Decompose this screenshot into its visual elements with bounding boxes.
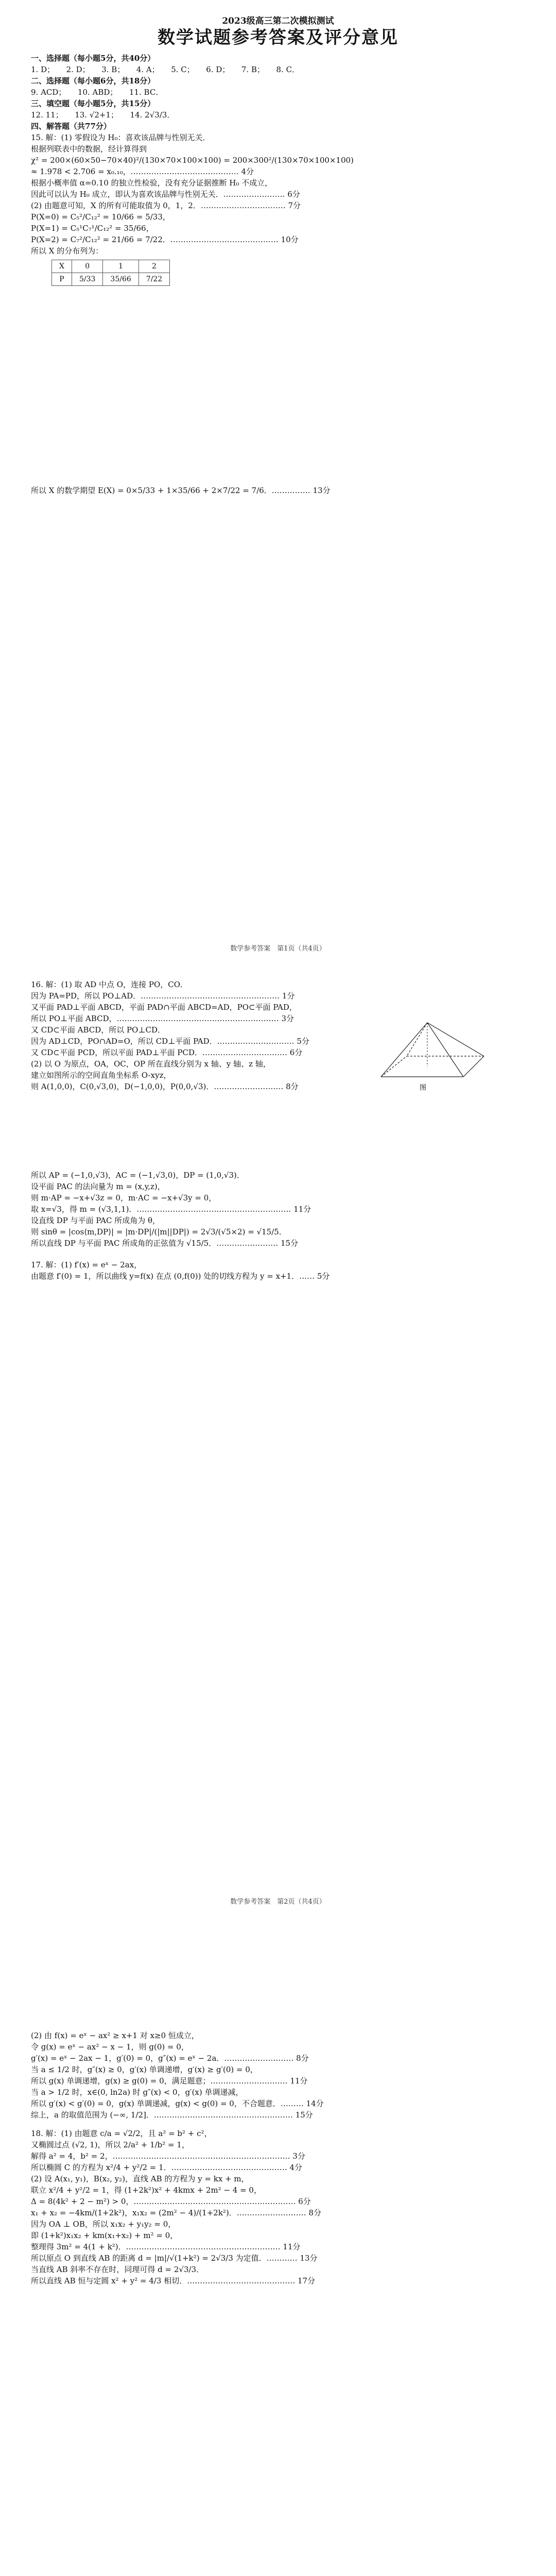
p2-line-10: 所以 AP = (−1,0,√3)，AC = (−1,√3,0)，DP = (1,0,√3)．	[31, 1171, 245, 1180]
p2-line-14: 设直线 DP 与平面 PAC 所成角为 θ，	[31, 1216, 161, 1225]
page-3	[31, 1937, 525, 2286]
p3-line-13: 联立 x²/4 + y²/2 = 1，得 (1+2k²)x² + 4kmx + 2m² − 4 = 0，	[31, 2185, 262, 2195]
p1-line-13: (2) 由题意可知，X 的所有可能取值为 0，1，2．…………………………… 7分	[31, 201, 301, 210]
p1-line-12: 因此可以认为 H₀ 成立，即认为喜欢该品牌与性别无关．…………………… 6分	[31, 190, 300, 199]
table-cell: 35/66	[103, 273, 138, 286]
p1-line-7: 15. 解：(1) 零假设为 H₀：喜欢该品牌与性别无关．	[31, 133, 211, 142]
p2-line-2: 又平面 PAD⊥平面 ABCD，平面 PAD∩平面 ABCD=AD，PO⊂平面 PAD，	[31, 1003, 297, 1012]
p2-line-8: 建立如图所示的空间直角坐标系 O-xyz，	[31, 1071, 171, 1080]
table-head-cell: 0	[72, 260, 102, 273]
p1-line-15: P(X=1) = C₅¹C₇¹/C₁₂² = 35/66，	[31, 224, 154, 233]
p2-line-1: 因为 PA=PD，所以 PO⊥AD．……………………………………………… 1分	[31, 991, 295, 1001]
p3-line-9: 又椭圆过点 (√2, 1)，所以 2/a² + 1/b² = 1，	[31, 2140, 189, 2149]
p3-line-8: 18. 解：(1) 由题意 c/a = √2/2，且 a² = b² + c²，	[31, 2129, 212, 2138]
p3-line-19: 所以原点 O 到直线 AB 的距离 d = |m|/√(1+k²) = 2√3/3 为定值．………… 13分	[31, 2253, 318, 2263]
p1-line-18: 所以 X 的数学期望 E(X) = 0×5/33 + 1×35/66 + 2×7/22 = 7/6．…………… 13分	[31, 486, 331, 495]
p2-line-15: 则 sinθ = |cos⟨m,DP⟩| = |m·DP|/(|m||DP|) = 2√3/(√5×2) = √15/5．	[31, 1227, 287, 1236]
p2-line-16: 所以直线 DP 与平面 PAC 所成角的正弦值为 √15/5．…………………… 15分	[31, 1239, 299, 1248]
p3-line-21: 所以直线 AB 恒与定圆 x² + y² = 4/3 相切．…………………………………… 17分	[31, 2276, 316, 2285]
p1-line-1: 1. D； 2. D； 3. B； 4. A； 5. C； 6. D； 7. B； 8. C．	[31, 65, 300, 74]
p1-line-16: P(X=2) = C₇²/C₁₂² = 21/66 = 7/22．…………………………………… 10分	[31, 235, 299, 244]
page-1	[31, 15, 525, 496]
p2-line-6: 又 CD⊂平面 PCD，所以平面 PAD⊥平面 PCD．…………………………… 6分	[31, 1048, 303, 1057]
p1-line-10: ≈ 1.978 < 2.706 = x₀.₁₀，…………………………………… 4分	[31, 167, 254, 176]
page-1-footer: 数学参考答案 第1页（共4页）	[230, 945, 326, 953]
p1-line-11: 根据小概率值 α=0.10 的独立性检验，没有充分证据推断 H₀ 不成立，	[31, 178, 273, 188]
p1-line-9: χ² = 200×(60×50−70×40)²/(130×70×100×100) = 200×300²/(130×70×100×100)	[31, 156, 354, 165]
p1-line-3: 9. ACD； 10. ABD； 11. BC．	[31, 88, 164, 97]
p2-line-0: 16. 解：(1) 取 AD 中点 O，连接 PO，CO．	[31, 980, 188, 989]
p1-line-8: 根据列联表中的数据，经计算得到	[31, 144, 147, 154]
p1-line-4: 三、填空题（每小题5分，共15分）	[31, 99, 155, 108]
table-head-cell: 1	[103, 260, 138, 273]
p3-line-10: 解得 a² = 4，b² = 2，…………………………………………………………… 3分	[31, 2151, 305, 2161]
p1-line-0: 一、选择题（每小题5分，共40分）	[31, 54, 155, 63]
p1-line-5: 12. 11； 13. √2+1； 14. 2√3/3．	[31, 110, 175, 120]
p2-line-17: 17. 解：(1) f′(x) = eˣ − 2ax，	[31, 1260, 142, 1269]
p3-line-18: 整理得 3m² = 4(1 + k²)．…………………………………………………… 11分	[31, 2242, 301, 2251]
p3-line-11: 所以椭圆 C 的方程为 x²/4 + y²/2 = 1．……………………………………… 4分	[31, 2163, 303, 2172]
p2-line-13: 取 x=√3，得 m = (√3,1,1)．…………………………………………………… 11分	[31, 1205, 311, 1214]
p3-line-1: 令 g(x) = eˣ − ax² − x − 1，则 g(0) = 0，	[31, 2042, 189, 2052]
p2-line-5: 因为 AD⊥CD，PO∩AD=O，所以 CD⊥平面 PAD．………………………… 5分	[31, 1037, 309, 1046]
p3-line-7: 综上，a 的取值范围为 (−∞, 1/2]．……………………………………………… 15分	[31, 2110, 313, 2120]
p2-line-9: 则 A(1,0,0)，C(0,√3,0)，D(−1,0,0)，P(0,0,√3)．……………………… 8分	[31, 1082, 299, 1091]
distribution-table	[51, 260, 170, 286]
p2-line-7: (2) 以 O 为原点，OA，OC，OP 所在直线分别为 x 轴、y 轴、z 轴，	[31, 1059, 271, 1069]
figure-label: 图	[420, 1084, 427, 1092]
page-2	[31, 979, 525, 1282]
table-cell: 5/33	[72, 273, 102, 286]
p2-line-12: 则 m·AP = −x+√3z = 0，m·AC = −x+√3y = 0，	[31, 1193, 217, 1202]
p1-line-6: 四、解答题（共77分）	[31, 122, 111, 131]
p3-line-3: 当 a ≤ 1/2 时，g″(x) ≥ 0，g′(x) 单调递增，g′(x) ≥ g′(0) = 0，	[31, 2065, 258, 2074]
p3-line-16: 因为 OA ⊥ OB，所以 x₁x₂ + y₁y₂ = 0，	[31, 2219, 176, 2229]
p3-line-6: 所以 g′(x) < g′(0) = 0，g(x) 单调递减，g(x) < g(0) = 0，不合题意．……… 14分	[31, 2099, 324, 2108]
p3-line-12: (2) 设 A(x₁, y₁)，B(x₂, y₂)，直线 AB 的方程为 y = kx + m，	[31, 2174, 249, 2183]
p1-line-17: 所以 X 的分布列为：	[31, 246, 103, 256]
p3-line-14: Δ = 8(4k² + 2 − m²) > 0，……………………………………………………… 6分	[31, 2197, 311, 2206]
p2-line-11: 设平面 PAC 的法向量为 m = (x,y,z)，	[31, 1182, 165, 1191]
exam-subtitle: 2023级高三第二次模拟测试	[222, 16, 334, 26]
table-cell: P	[52, 273, 72, 286]
p3-line-20: 当直线 AB 斜率不存在时，同理可得 d = 2√3/3．	[31, 2265, 204, 2274]
exam-title: 数学试题参考答案及评分意见	[158, 27, 398, 48]
p3-line-0: (2) 由 f(x) = eˣ − ax² ≥ x+1 对 x≥0 恒成立，	[31, 2031, 199, 2040]
p3-line-2: g′(x) = eˣ − 2ax − 1，g′(0) = 0，g″(x) = eˣ − 2a．……………………… 8分	[31, 2054, 309, 2063]
p3-line-17: 即 (1+k²)x₁x₂ + km(x₁+x₂) + m² = 0，	[31, 2231, 178, 2240]
p3-line-15: x₁ + x₂ = −4km/(1+2k²)，x₁x₂ = (2m² − 4)/(1+2k²)．……………………… 8分	[31, 2208, 322, 2217]
table-cell: 7/22	[138, 273, 169, 286]
table-head-cell: X	[52, 260, 72, 273]
p1-line-2: 二、选择题（每小题6分，共18分）	[31, 76, 155, 86]
p2-line-3: 所以 PO⊥平面 ABCD，……………………………………………………… 3分	[31, 1014, 294, 1023]
p1-line-14: P(X=0) = C₅²/C₁₂² = 10/66 = 5/33，	[31, 212, 170, 222]
p2-line-18: 由题意 f′(0) = 1，所以曲线 y=f(x) 在点 (0,f(0)) 处的切线方程为 y = x+1．…… 5分	[31, 1272, 330, 1281]
pyramid-figure	[360, 1015, 494, 1092]
p3-line-4: 所以 g(x) 单调递增，g(x) ≥ g(0) = 0，满足题意；………………………… 11分	[31, 2076, 308, 2086]
p2-line-4: 又 CD⊂平面 ABCD，所以 PO⊥CD．	[31, 1025, 166, 1035]
page-2-footer: 数学参考答案 第2页（共4页）	[230, 1898, 326, 1906]
p3-line-5: 当 a > 1/2 时，x∈(0, ln2a) 时 g″(x) < 0，g′(x) 单调递减，	[31, 2088, 244, 2097]
table-head-cell: 2	[138, 260, 169, 273]
